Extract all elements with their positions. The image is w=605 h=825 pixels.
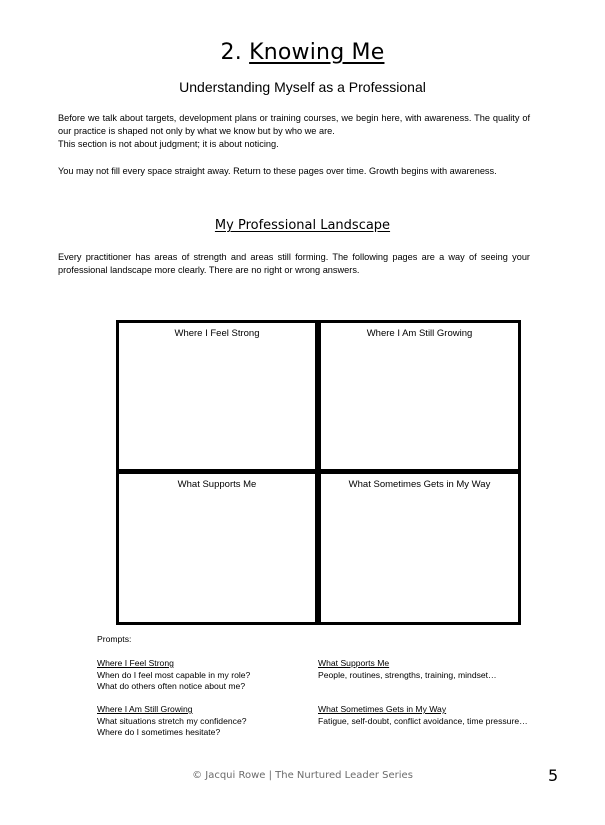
prompts-label: Prompts:	[97, 634, 132, 644]
grid-cell-supports[interactable]	[119, 474, 315, 622]
footer-copyright: © Jacqui Rowe | The Nurtured Leader Series	[192, 770, 413, 781]
prompt-heading: What Sometimes Gets in My Way	[318, 704, 447, 714]
reflection-grid	[116, 320, 521, 625]
page-number: 5	[548, 766, 559, 785]
prompt-strong	[97, 658, 250, 693]
grid-cell-growing[interactable]	[321, 323, 518, 469]
intro-paragraph	[58, 112, 530, 151]
grid-label-growing: Where I Am Still Growing	[366, 328, 473, 339]
prompt-line: Where do I sometimes hesitate?	[97, 727, 221, 737]
intro-text: Before we talk about targets, development plans or training courses, we begin here, with awareness. The quality of our practice is shaped not only by what we know but by who we are.	[58, 113, 530, 136]
prompt-way	[318, 704, 528, 727]
grid-label-supports: What Supports Me	[177, 479, 257, 490]
intro-text-2: This section is not about judgment; it is about noticing.	[58, 139, 279, 149]
section-number: 2.	[220, 40, 242, 65]
prompt-line: Fatigue, self-doubt, conflict avoidance, time pressure…	[318, 715, 528, 726]
page-subtitle: Understanding Myself as a Professional	[179, 79, 426, 95]
section-title: Knowing Me	[249, 40, 385, 65]
prompt-heading: Where I Feel Strong	[97, 658, 174, 668]
prompt-growing	[97, 704, 247, 739]
landscape-heading: My Professional Landscape	[214, 218, 391, 233]
grid-cell-way[interactable]	[321, 474, 518, 622]
grid-cell-strong[interactable]	[119, 323, 315, 469]
prompt-line: What situations stretch my confidence?	[97, 715, 247, 726]
prompt-heading: Where I Am Still Growing	[97, 704, 193, 714]
prompt-line: What do others often notice about me?	[97, 681, 246, 691]
landscape-text: Every practitioner has areas of strength and areas still forming. The following pages are a way of seeing your professional landscape more clearly. There are no right or wrong answers.	[58, 252, 530, 275]
grid-label-strong: Where I Feel Strong	[174, 328, 260, 339]
prompt-supports	[318, 658, 497, 681]
prompt-heading: What Supports Me	[318, 658, 390, 668]
prompt-line: When do I feel most capable in my role?	[97, 669, 251, 680]
intro-paragraph-2: You may not fill every space straight away. Return to these pages over time. Growth begins with awareness.	[58, 166, 497, 176]
prompt-line: People, routines, strengths, training, mindset…	[318, 669, 497, 680]
page-title	[0, 40, 605, 65]
grid-label-way: What Sometimes Gets in My Way	[348, 479, 491, 490]
